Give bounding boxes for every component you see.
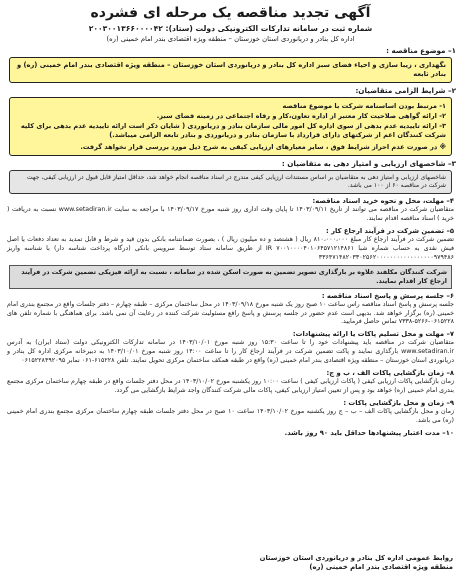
section-1-heading: ۱– موضوع مناقصه : [386, 46, 456, 55]
footer-line-1: روابط عمومی اداره کل بنادر و دریانوردی استان خوزستان [259, 553, 453, 562]
section-8-text: زمان بازگشایی پاکات ارزیابی کیفی ( پاکات ارزیابی کیفی ) ساعت ۱۰:۰۰ روز یکشنبه مورخ ۱۴۰۳/۱۰/۰۲ در محل دفتر جلسات واقع در طبقه چهارم ساختمان مرکزی مجتمع بندری امام خمینی (ره) خواهد بود و پس از تعیین امتیاز ارزیابی کیفی، پاکات مالی شرکت کنندگان واجد شرایط بازگشایی می گردد. [7, 378, 454, 395]
section-4-heading: ۴– مهلت، محل و نحوه خرید اسناد مناقصه: [312, 196, 454, 205]
section-2-heading: ۲– شرایط الزامی متقاضیان: [355, 86, 456, 96]
section-1-subject-box [9, 57, 452, 83]
condition-item-3: ۳- ارائه تاییدیه عدم بدهی از سوی اداره کل امور مالی سازمان بنادر و دریانوردی ( شایان ذکر است ارائه تاییدیه عدم بدهی برای کلیه شرکت کنندگان اعم از شرکتهای دارای قرارداد با سازمان بنادر و دریانوردی و بنادر تابعه الزامی میباشد.) [20, 121, 446, 139]
section-3-evaluation-box [9, 170, 452, 194]
section-3-heading: ۳– شاخصهای ارزیابی و امتیاز دهی به متقاضیان : [281, 158, 456, 168]
section-1-subject-text: نگهداری ، زیبا سازی و احیاء فضای سبز اداره کل بنادر و دریانوردی استان خوزستان – منطقه ویژه اقتصادی بندر امام خمینی (ره) و بنادر تابعه [16, 61, 446, 79]
condition-item-1: ۱- مرتبط بودن اساسنامه شرکت با موضوع مناقصه [282, 102, 446, 111]
section-9-text: زمان و محل بازگشایی پاکات الف – ب – ج روز یکشنبه مورخ ۱۴۰۳/۱۰/۰۲ ساعت ۱۰ صبح در محل دفتر جلسات طبقه چهارم ساختمان مرکزی مجتمع بندری امام خمینی (ره) می باشد. [7, 408, 455, 425]
public-relations-signature [260, 554, 453, 572]
section-3-evaluation-text: شاخصهای ارزیابی و امتیاز دهی به متقاضیان بر اساس مستندات ارزیابی کیفی مندرج در اسناد مناقصه انجام خواهد شد، حداقل امتیاز قابل قبول در ارزیابی کیفی، جهت شرکت در مناقصه ۶۰ از ۱۰۰ می باشد. [26, 173, 446, 189]
section-6-text: جلسه پرسش و پاسخ اسناد مناقصه راس ساعت ۱۰ صبح روز یک شنبه مورخ ۱۴۰۳/۰۹/۱۸ در محل ساختمان مرکزی – طبقه چهارم – دفتر جلسات واقع در مجتمع بندری امام خمینی (ره) برگزار خواهد شد. بدیهی است عدم حضور در جلسه پرسش و پاسخ رافع مسئولیت شرکت کننده در رعایت آن نمی باشد. برای هماهنگی با شماره تلفن های ۰۶۱۵۲۲۸-۵۲۶۶-۷۳۳۸ تماس حاصل فرمایید. [7, 300, 454, 326]
validity-note: ۱۰– مدت اعتبار پیشنهادها حداقل باید ۹۰ روز باشد. [284, 428, 454, 437]
section-6-heading: ۶– جلسه پرسش و پاسخ اسناد مناقصه : [321, 291, 454, 300]
section-8-heading: ۸– زمان بازگشایی پاکات الف ، ب و ج: [326, 369, 454, 378]
setad-registration-number: شماره ثبت در سامانه تدارکات الکترونیکی دولت (ستاد): ۲۰۰۳۰۰۱۳۶۶۰۰۰۰۴۲ [88, 24, 373, 33]
issuing-organization: اداره کل بنادر و دریانوردی استان خوزستان – منطقه ویژه اقتصادی بندر امام خمینی (ره) [106, 35, 355, 43]
section-5-heading: ۵– تضمین شرکت در فرآیند ارجاع کار : [325, 226, 454, 235]
section-5-text: تضمین شرکت در فرآیند ارجاع کار مبلغ ۸۱۰،۰۰۰،۰۰۰ ریال ( هشتصد و ده میلیون ریال ) ، بصورت ضمانتنامه بانکی بدون قید و شرط و قابل تمدید به تعداد دفعات یا اصل فیش نقدی به حساب شماره شبا IR ۷۰۰۱۰۰۰۰۴۰۱۰۶۴۵۷۱۲۱۴۸۶۱ از طریق سامانه ستاد توسط سرویس بانکی (درگاه پرداخت شناسه دار) با شناسه واریز ۳۳۶۴۷۱۴۸۲۰۳۳۰۲۵۶۲۰۰۰۰۰۰۰۰۰۰۰۰۰۰۰۰۰۹۷۹۴۸۶ [7, 235, 454, 261]
section-9-heading: ۹– زمان و محل بازگشایی پاکات : [343, 399, 454, 408]
section-2-conditions-box [9, 97, 452, 155]
section-7-heading: ۷– مهلت و محل تسلیم پاکات یا ارائه پیشنهادات: [292, 330, 454, 339]
section-7-text: متقاضیان شرکت در مناقصه باید پیشنهادات خود را تا ساعت ۱۵:۳۰ روز شنبه مورخ ۱۴۰۳/۱۰/۰۱ در سامانه تدارکات الکترونیکی دولت (ستاد ایران) به آدرس www.setadiran.ir بارگذاری نمایند و پاکت تضمین شرکت در فرآیند ارجاع کار را تا ساعت ۱۴:۰۰ روز شنبه مورخ ۱۴۰۳/۱۰/۰۱ به دبیرخانه مرکزی اداره کل بنادر و دریانوردی استان خوزستان – منطقه ویژه اقتصادی بندر امام خمینی (ره) واقع در طبقه همکف ساختمان مرکزی تحویل نمایند. تلفن ۶۱۵۲۲۸-۰۶۱ نمابر ۰۶۱۵۲۲۸۴۹۲۰۹۵ [7, 339, 455, 365]
condition-item-2: ۲- ارائه گواهی صلاحیت کار معتبر از اداره تعاون،کار و رفاه اجتماعی در زمینه فضای سبز. [156, 111, 446, 120]
notice-title: آگهی تجدید مناقصه یک مرحله ای فشرده [90, 5, 371, 21]
conditions-note: ※ در صورت عدم احراز شرایط فوق ، سایر معیارهای ارزیابی کیفی به شرح ذیل مورد بررسی قرار نخواهد گرفت. [80, 142, 446, 151]
section-4-text: متقاضیان شرکت در مناقصه می توانند از تاریخ ۱۴۰۳/۰۹/۱۱ تا پایان وقت اداری روز شنبه مورخ ۱۴۰۳/۰۹/۱۷ با مراجعه به سایت www.setadiran.ir نسبت به دریافت ( خرید ) اسناد مناقصه اقدام نمایند. [7, 205, 454, 222]
footer-line-2: منطقه ویژه اقتصادی بندر امام خمینی (ره) [309, 562, 453, 571]
section-5-physical-guarantee-note: شرکت کنندگان مکلفند علاوه بر بارگذاری تصویر تضمین به صورت اسکن شده در سامانه ، نسبت به ارائه فیزیکی تضمین شرکت در فرآیند ارجاع کار اقدام نمایند. [9, 265, 452, 289]
